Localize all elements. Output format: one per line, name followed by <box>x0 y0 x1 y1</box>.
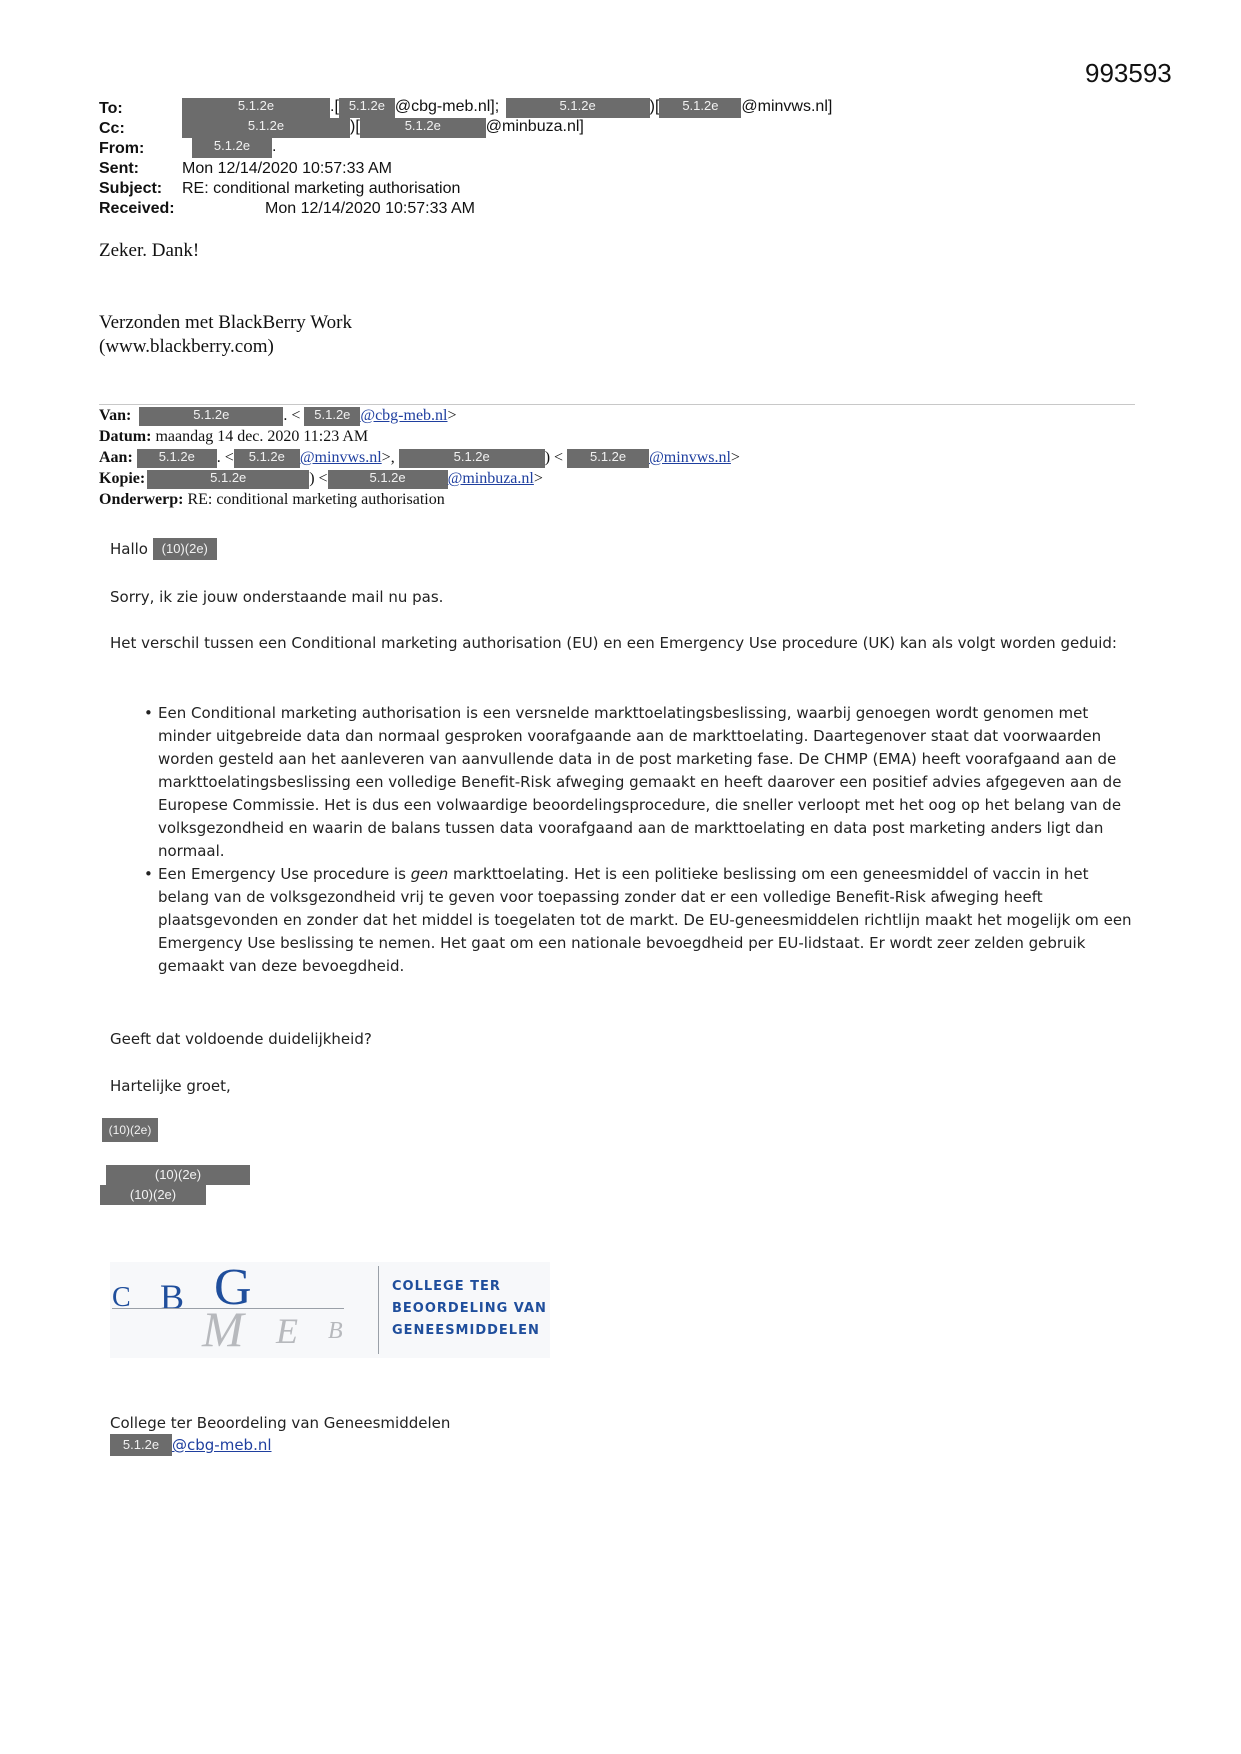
bullet-item-1 <box>144 702 1138 863</box>
onderwerp-value: RE: conditional marketing authorisation <box>187 491 445 508</box>
bullet-item-2 <box>144 863 1138 978</box>
message-closing: Hartelijke groet, <box>110 1077 231 1095</box>
redaction-block: 5.1.2e <box>182 118 350 138</box>
greeting-text: Hallo <box>110 540 148 558</box>
aan-gt: > <box>730 449 740 466</box>
redaction-block: 5.1.2e <box>182 98 330 118</box>
subject-label: Subject: <box>99 180 163 197</box>
reply-signature-line1: Verzonden met BlackBerry Work <box>99 312 352 333</box>
aan-separator: . < <box>216 449 234 466</box>
van-line <box>99 407 457 426</box>
message-question: Geeft dat voldoende duidelijkheid? <box>110 1030 372 1048</box>
onderwerp-label: Onderwerp: <box>99 491 184 508</box>
kopie-email-link[interactable]: @minbuza.nl <box>447 470 534 487</box>
van-label: Van: <box>99 407 132 424</box>
redaction-block: 5.1.2e <box>506 98 650 118</box>
to-domain-minvws: @minvws.nl] <box>741 98 833 115</box>
cc-label: Cc: <box>99 120 125 137</box>
redaction-block: 5.1.2e <box>139 407 283 426</box>
message-para-1: Sorry, ik zie jouw onderstaande mail nu pas. <box>110 588 444 606</box>
sent-label: Sent: <box>99 160 139 177</box>
bullet-1-text: Een Conditional marketing authorisation is een versnelde markttoelatingsbeslissing, waarbij genoegen wordt genomen met minder uitgebreide data dan normaal gesproken voorafgaande aan de markttoelating. Daartegenover staat dat voorwaarden worden gesteld aan het aanleveren van aanvullende data in de post marketing fase. De CHMP (EMA) heeft voorafgaand aan de markttoelatingsbeslissing een volledige Benefit-Risk afweging gemaakt en heeft daarover een positief advies afgegeven aan de Europese Commissie. Het is dus een volwaardige beoordelingsprocedure, die sneller verloopt met het oog op het belang van de volksgezondheid en waarin de balans tussen data voorafgaand aan de markttoelating en data post marketing anders ligt dan normaal. <box>158 704 1122 860</box>
received-value: Mon 12/14/2020 10:57:33 AM <box>265 200 475 217</box>
from-label: From: <box>99 140 145 157</box>
van-email-link[interactable]: @cbg-meb.nl <box>360 407 448 424</box>
redaction-block: 5.1.2e <box>399 449 545 468</box>
from-value <box>192 138 276 158</box>
kopie-gt: > <box>533 470 543 487</box>
message-para-2: Het verschil tussen een Conditional marketing authorisation (EU) en een Emergency Use procedure (UK) kan als volgt worden geduid: <box>110 634 1117 652</box>
logo-divider <box>378 1266 379 1354</box>
aan-email-link-2[interactable]: @minvws.nl <box>649 449 731 466</box>
footer-email <box>110 1434 272 1457</box>
logo-letter-m: M <box>202 1301 244 1357</box>
redaction-block: 5.1.2e <box>567 449 649 468</box>
aan-separator: ) < <box>544 449 564 466</box>
to-separator: .[ <box>330 98 339 115</box>
redaction-block: 5.1.2e <box>234 449 300 468</box>
to-domain-cbg: @cbg-meb.nl]; <box>394 98 500 115</box>
logo-text-line-1: COLLEGE TER <box>392 1279 501 1294</box>
aan-email-link-1[interactable]: @minvws.nl <box>299 449 382 466</box>
aan-label: Aan: <box>99 449 133 466</box>
datum-label: Datum: <box>99 428 152 445</box>
van-separator: . < <box>283 407 301 424</box>
bullet-2-pre: Een Emergency Use procedure is <box>158 865 411 883</box>
cc-separator: )[ <box>350 118 360 135</box>
cc-domain: @minbuza.nl] <box>485 118 584 135</box>
greeting <box>110 538 217 561</box>
quote-divider <box>99 404 1135 405</box>
onderwerp-line <box>99 491 445 509</box>
to-value <box>182 98 832 118</box>
to-separator: )[ <box>649 98 660 115</box>
sent-value: Mon 12/14/2020 10:57:33 AM <box>182 160 392 177</box>
subject-value: RE: conditional marketing authorisation <box>182 180 461 197</box>
redaction-block: 5.1.2e <box>192 138 272 158</box>
logo-letter-b2: B <box>328 1318 343 1344</box>
cbg-meb-logo <box>110 1259 550 1358</box>
aan-comma: >, <box>381 449 395 466</box>
aan-line <box>99 449 740 468</box>
logo-text-line-3: GENEESMIDDELEN <box>392 1323 540 1338</box>
kopie-separator: ) < <box>309 470 328 487</box>
reply-signature-line2: (www.blackberry.com) <box>99 336 274 357</box>
datum-line <box>99 428 368 446</box>
logo-letter-g: G <box>214 1259 252 1316</box>
redaction-block: 5.1.2e <box>360 118 486 138</box>
redaction-block: 5.1.2e <box>304 407 360 426</box>
from-suffix: . <box>272 138 277 155</box>
redaction-block: 5.1.2e <box>110 1434 172 1456</box>
document-number: 993593 <box>1085 58 1172 88</box>
logo-text-line-2: BEOORDELING VAN <box>392 1301 547 1316</box>
bullet-2-emphasis: geen <box>410 865 449 883</box>
redaction-block: 5.1.2e <box>137 449 217 468</box>
logo-letter-c: C <box>112 1282 131 1313</box>
bullet-2-post: markttoelating. Het is een politieke beslissing om een geneesmiddel of vaccin in het belang van de volksgezondheid vrij te geven voor toepassing zonder dat er een volledige Benefit-Risk afweging heeft plaatsgevonden en zonder dat het middel is toegelaten tot de markt. De EU-geneesmiddelen richtlijn maakt het mogelijk om een Emergency Use beslissing te nemen. Het gaat om een nationale bevoegdheid per EU-lidstaat. Er wordt zeer zelden gebruik gemaakt van deze bevoegdheid. <box>158 865 1132 975</box>
redaction-block: 5.1.2e <box>339 98 395 118</box>
kopie-label: Kopie: <box>99 470 146 487</box>
received-label: Received: <box>99 200 175 217</box>
footer-org: College ter Beoordeling van Geneesmiddelen <box>110 1414 451 1432</box>
cc-value <box>182 118 584 138</box>
bullet-dot: • <box>144 865 153 883</box>
redaction-block: 5.1.2e <box>328 470 448 489</box>
bullet-dot: • <box>144 704 153 722</box>
footer-email-link[interactable]: @cbg-meb.nl <box>172 1436 272 1454</box>
kopie-line <box>99 470 543 489</box>
to-label: To: <box>99 100 123 117</box>
logo-letter-b: B <box>160 1277 185 1317</box>
redaction-block: 5.1.2e <box>659 98 741 118</box>
redaction-block: 5.1.2e <box>147 470 309 489</box>
logo-letter-e: E <box>276 1311 298 1351</box>
signature-redaction-title: (10)(2e) <box>106 1165 250 1185</box>
signature-redaction-name: (10)(2e) <box>102 1118 158 1142</box>
datum-value: maandag 14 dec. 2020 11:23 AM <box>155 428 369 445</box>
van-gt: > <box>447 407 457 424</box>
redaction-block: (10)(2e) <box>153 538 217 560</box>
bullet-list <box>144 702 1138 978</box>
signature-redaction-dept: (10)(2e) <box>100 1185 206 1205</box>
reply-text: Zeker. Dank! <box>99 240 200 261</box>
